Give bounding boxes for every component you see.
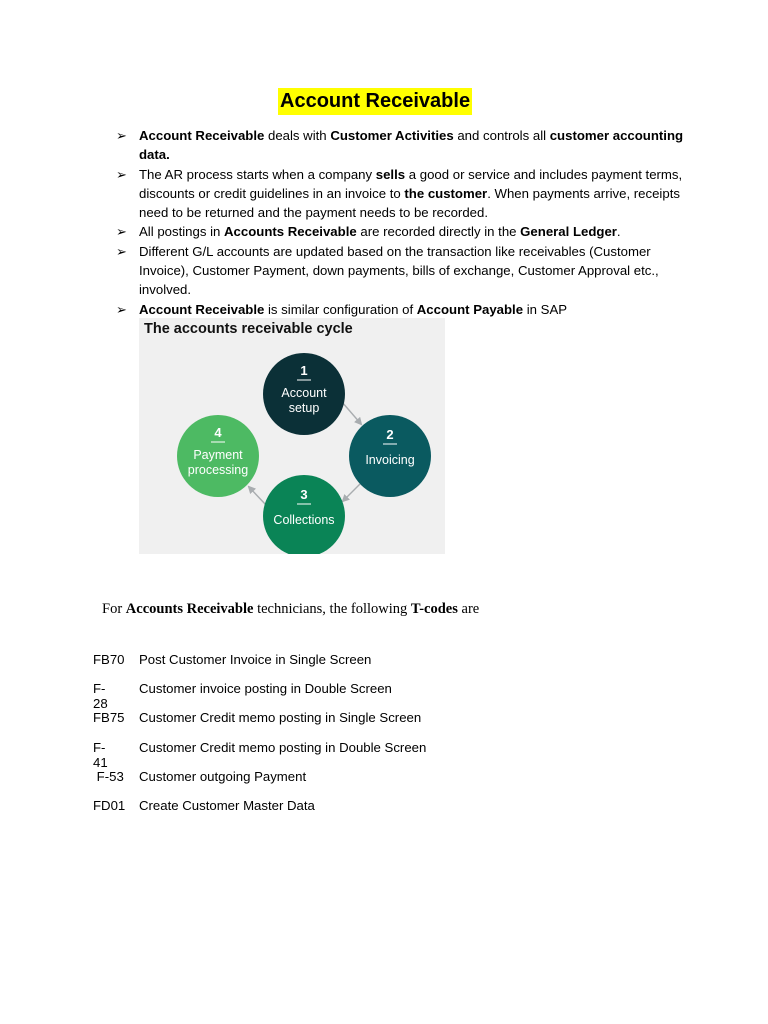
bullet-item <box>116 300 686 319</box>
bullet-item <box>116 242 686 300</box>
tcode-description: Customer outgoing Payment <box>139 768 307 784</box>
tcode-description: Customer Credit memo posting in Single Screen <box>139 710 422 726</box>
bullet-text-bold: Customer Activities <box>330 128 454 143</box>
bullet-item <box>116 222 686 241</box>
bullet-text-bold: Accounts Receivable <box>224 224 357 240</box>
intro-text-bold: T-codes <box>410 601 458 617</box>
cycle-step-number: 4 <box>214 425 222 440</box>
cycle-step-number: 3 <box>300 487 308 502</box>
bullet-list <box>116 126 686 319</box>
intro-text: For <box>102 601 126 617</box>
bullet-text: The AR process starts when a company <box>139 166 376 182</box>
cycle-step-number: 2 <box>386 427 394 442</box>
bullet-text-bold: customer accounting data. <box>139 128 684 163</box>
intro-text-bold: Accounts Receivable <box>125 601 254 617</box>
bullet-text: are recorded directly in the <box>356 224 521 240</box>
tcode-description: Post Customer Invoice in Single Screen <box>139 652 372 667</box>
cycle-arrow <box>249 487 266 505</box>
tcode-code: F-53 <box>93 768 124 784</box>
tcode-code: F-28 <box>93 681 108 712</box>
cycle-step-4 <box>177 415 259 497</box>
bullet-text-bold: Account Receivable <box>139 128 265 143</box>
bullet-text-bold: General Ledger <box>520 224 617 240</box>
bullet-text: in SAP <box>523 301 568 317</box>
arrow-bullet-icon: ➢ <box>116 128 127 143</box>
bullet-text-bold: Account Receivable <box>139 301 265 317</box>
bullet-text: . When payments arrive, receipts need to be returned and the payment needs to be recorded. <box>139 185 680 221</box>
figure-title: The accounts receivable cycle <box>144 321 353 337</box>
tcode-code: FD01 <box>93 797 126 813</box>
tcode-intro <box>102 601 479 618</box>
arrow-bullet-icon: ➢ <box>116 166 127 182</box>
ar-cycle-figure <box>139 318 445 554</box>
cycle-arrow <box>343 484 360 501</box>
page-title: Account Receivable <box>278 88 472 115</box>
cycle-step-number: 1 <box>300 363 308 378</box>
bullet-item <box>116 126 686 165</box>
intro-text: are <box>457 601 480 617</box>
bullet-text: All postings in <box>139 224 225 240</box>
bullet-text-bold: sells <box>375 166 406 182</box>
cycle-step-label: Invoicing <box>365 453 415 467</box>
tcode-code: FB75 <box>93 710 125 726</box>
arrow-bullet-icon: ➢ <box>116 301 127 317</box>
tcode-description: Create Customer Master Data <box>139 797 315 813</box>
tcode-code: FB70 <box>93 652 125 667</box>
arrow-bullet-icon: ➢ <box>116 224 127 240</box>
cycle-step-1 <box>263 353 345 435</box>
bullet-text: deals with <box>264 128 331 143</box>
cycle-step-label: Account <box>281 386 327 400</box>
intro-text: technicians, the following <box>253 601 411 617</box>
bullet-text-bold: the customer <box>404 185 488 201</box>
tcode-description: Customer invoice posting in Double Screen <box>139 681 392 697</box>
bullet-text: Different G/L accounts are updated based on the transaction like receivables (Customer Invoice), Customer Payment, down payments, bills of exchange, Customer Approval etc., involved. <box>139 243 659 298</box>
cycle-step-label: Collections <box>273 513 335 527</box>
cycle-arrow <box>342 402 361 424</box>
bullet-text-bold: Account Payable <box>416 301 524 317</box>
bullet-text: is similar configuration of <box>264 301 417 317</box>
cycle-step-label: setup <box>288 401 320 415</box>
bullet-text: and controls all <box>453 128 550 143</box>
cycle-step-3 <box>263 475 345 554</box>
arrow-bullet-icon: ➢ <box>116 243 127 259</box>
cycle-step-2 <box>349 415 431 497</box>
bullet-text: a good or service and includes payment terms, discounts or credit guidelines in an invoice to <box>139 166 683 201</box>
cycle-step-label: processing <box>187 463 249 477</box>
tcode-code: F-41 <box>93 739 108 770</box>
ar-cycle-diagram <box>139 318 445 554</box>
cycle-step-label: Payment <box>193 448 243 462</box>
bullet-text: . <box>616 224 621 240</box>
bullet-item <box>116 165 686 223</box>
tcode-description: Customer Credit memo posting in Double Screen <box>139 739 427 755</box>
